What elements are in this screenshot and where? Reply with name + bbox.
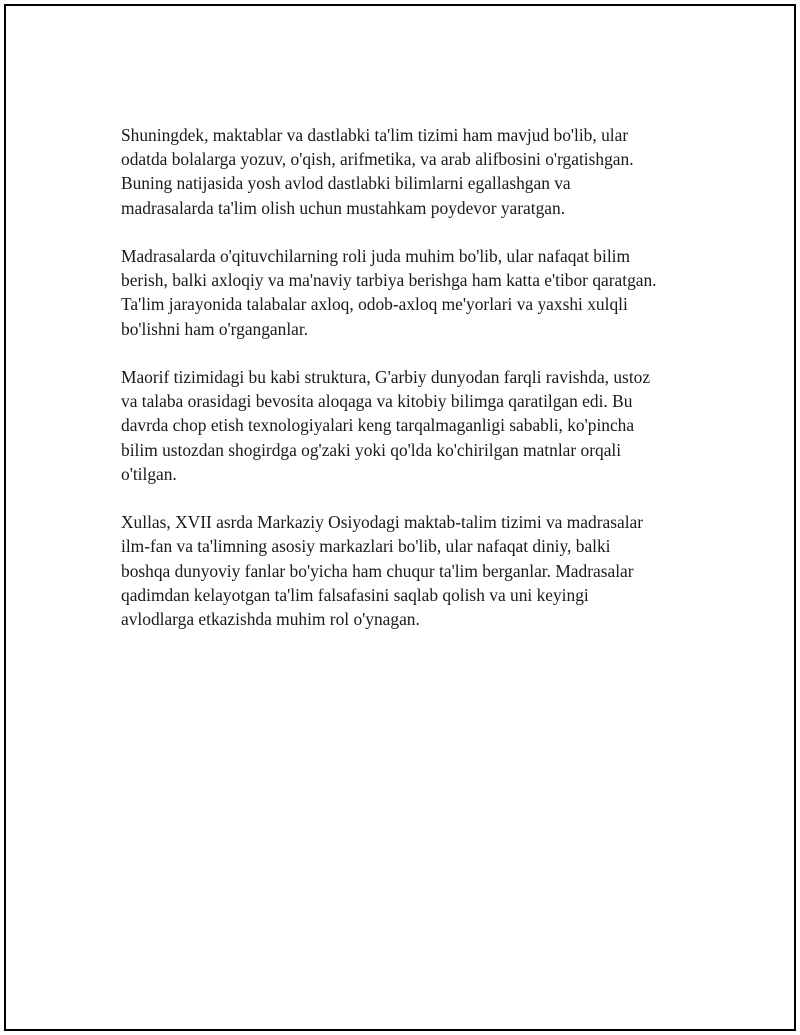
paragraph-line: Madrasalarda o'qituvchilarning roli juda muhim bo'lib, ular nafaqat bilim bbox=[121, 246, 631, 266]
paragraph-line: o'tilgan. bbox=[121, 463, 177, 484]
paragraph-line: va talaba orasidagi bevosita aloqaga va kitobiy bilimga qaratilgan edi. Bu bbox=[121, 391, 633, 412]
paragraph-2 bbox=[121, 244, 696, 341]
paragraph-line: madrasalarda ta'lim olish uchun mustahkam poydevor yaratgan. bbox=[121, 197, 566, 218]
paragraph-line: qadimdan kelayotgan ta'lim falsafasini saqlab qolish va uni keyingi bbox=[121, 584, 589, 605]
paragraph-line: berish, balki axloqiy va ma'naviy tarbiya berishga ham katta e'tibor qaratgan. bbox=[121, 270, 657, 291]
paragraph-line: Shuningdek, maktablar va dastlabki ta'lim tizimi ham mavjud bo'lib, ular bbox=[121, 125, 629, 145]
paragraph-line: Buning natijasida yosh avlod dastlabki bilimlarni egallashgan va bbox=[121, 173, 571, 194]
paragraph-line: odatda bolalarga yozuv, o'qish, arifmetika, va arab alifbosini o'rgatishgan. bbox=[121, 149, 634, 170]
paragraph-line: bilim ustozdan shogirdga og'zaki yoki qo'lda ko'chirilgan matnlar orqali bbox=[121, 439, 622, 460]
paragraph-line: Xullas, XVII asrda Markaziy Osiyodagi maktab-talim tizimi va madrasalar bbox=[121, 512, 644, 533]
paragraph-3 bbox=[121, 365, 696, 486]
paragraph-line: boshqa dunyoviy fanlar bo'yicha ham chuqur ta'lim berganlar. Madrasalar bbox=[121, 560, 634, 581]
paragraph-line: bo'lishni ham o'rganganlar. bbox=[121, 318, 309, 339]
paragraph-line: Maorif tizimidagi bu kabi struktura, G'arbiy dunyodan farqli ravishda, ustoz bbox=[121, 367, 651, 387]
paragraph-line: Ta'lim jarayonida talabalar axloq, odob-axloq me'yorlari va yaxshi xulqli bbox=[121, 294, 628, 315]
page-frame bbox=[4, 4, 796, 1031]
paragraph-line: davrda chop etish texnologiyalari keng tarqalmaganligi sababli, ko'pincha bbox=[121, 415, 635, 436]
paragraph-line: ilm-fan va ta'limning asosiy markazlari bo'lib, ular nafaqat diniy, balki bbox=[121, 536, 611, 557]
paragraph-4 bbox=[121, 510, 696, 631]
paragraph-line: avlodlarga etkazishda muhim rol o'ynagan. bbox=[121, 609, 420, 630]
paragraph-1 bbox=[121, 123, 696, 220]
page-content bbox=[121, 123, 696, 655]
